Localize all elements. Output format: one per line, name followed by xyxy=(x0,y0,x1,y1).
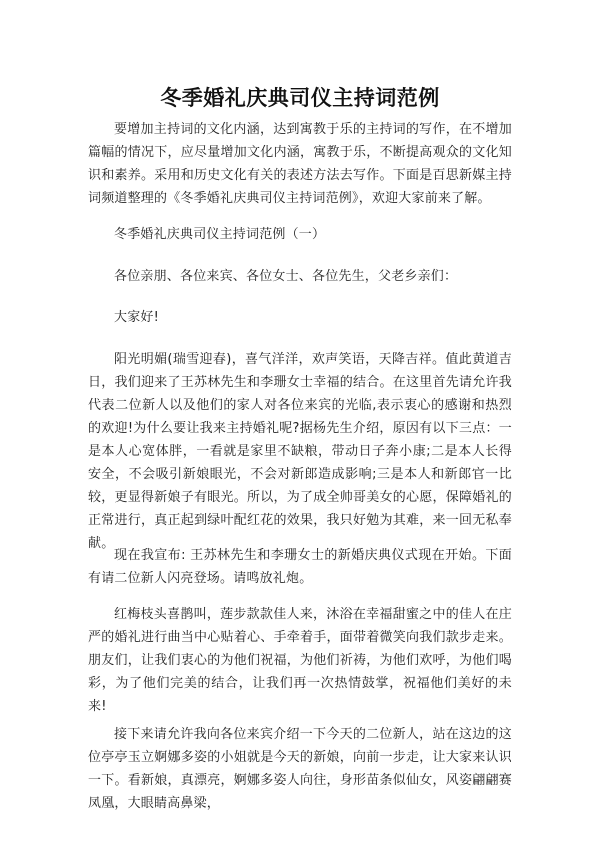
body-paragraph-3: 红梅枝头喜鹊叫，莲步款款佳人来，沐浴在幸福甜蜜之中的佳人在庄严的婚礼进行曲当中心贴着心、手牵着手，面带着微笑向我们款步走来。朋友们，让我们衷心的为他们祝福，为他们祈祷，为他们欢呼，为他们喝彩，为了他们完美的结合，让我们再一次热情鼓掌，祝福他们美好的未来! xyxy=(88,607,512,714)
section-heading: 冬季婚礼庆典司仪主持词范例（一） xyxy=(114,227,326,242)
document-title: 冬季婚礼庆典司仪主持词范例 xyxy=(160,86,440,110)
body-paragraph-2: 现在我宣布: 王苏林先生和李珊女士的新婚庆典仪式现在开始。下面有请二位新人闪亮登场。请鸣放礼炮。 xyxy=(88,548,512,586)
body-paragraph-4: 接下来请允许我向各位来宾介绍一下今天的二位新人，站在这边的这位亭亭玉立婀娜多姿的小姐就是今天的新娘，向前一步走，让大家来认识一下。看新娘，真漂亮，婀娜多姿人向往，身形苗条似仙女，风姿翩翩赛凤凰，大眼睛高鼻梁， xyxy=(88,727,512,811)
body-paragraph-1: 阳光明媚(瑞雪迎春)，喜气洋洋，欢声笑语，天降吉祥。值此黄道吉日，我们迎来了王苏林先生和李珊女士幸福的结合。在这里首先请允许我代表二位新人以及他们的家人对各位来宾的光临,表示衷心的感谢和热烈的欢迎!为什么要让我来主持婚礼呢?据杨先生介绍，原因有以下三点：一是本人心宽体胖，一看就是家里不缺粮，带动日子奔小康;二是本人长得安全，不会吸引新娘眼光，不会对新郎造成影响;三是本人和新郎官一比较，更显得新娘子有眼光。所以，为了成全帅哥美女的心愿，保障婚礼的正常进行，真正起到绿叶配红花的效果，我只好勉为其难，来一回无私奉献。 xyxy=(88,352,512,551)
greeting-line: 各位亲朋、各位来宾、各位女士、各位先生，父老乡亲们： xyxy=(114,269,458,284)
hello-line: 大家好! xyxy=(114,310,160,325)
intro-paragraph: 要增加主持词的文化内涵，达到寓教于乐的主持词的写作，在不增加篇幅的情况下，应尽量增加文化内涵，寓教于乐，不断提高观众的文化知识和素养。采用和历史文化有关的表述方法去写作。下面是百思新媒主持词频道整理的《冬季婚礼庆典司仪主持词范例》，欢迎大家前来了解。 xyxy=(88,122,512,206)
